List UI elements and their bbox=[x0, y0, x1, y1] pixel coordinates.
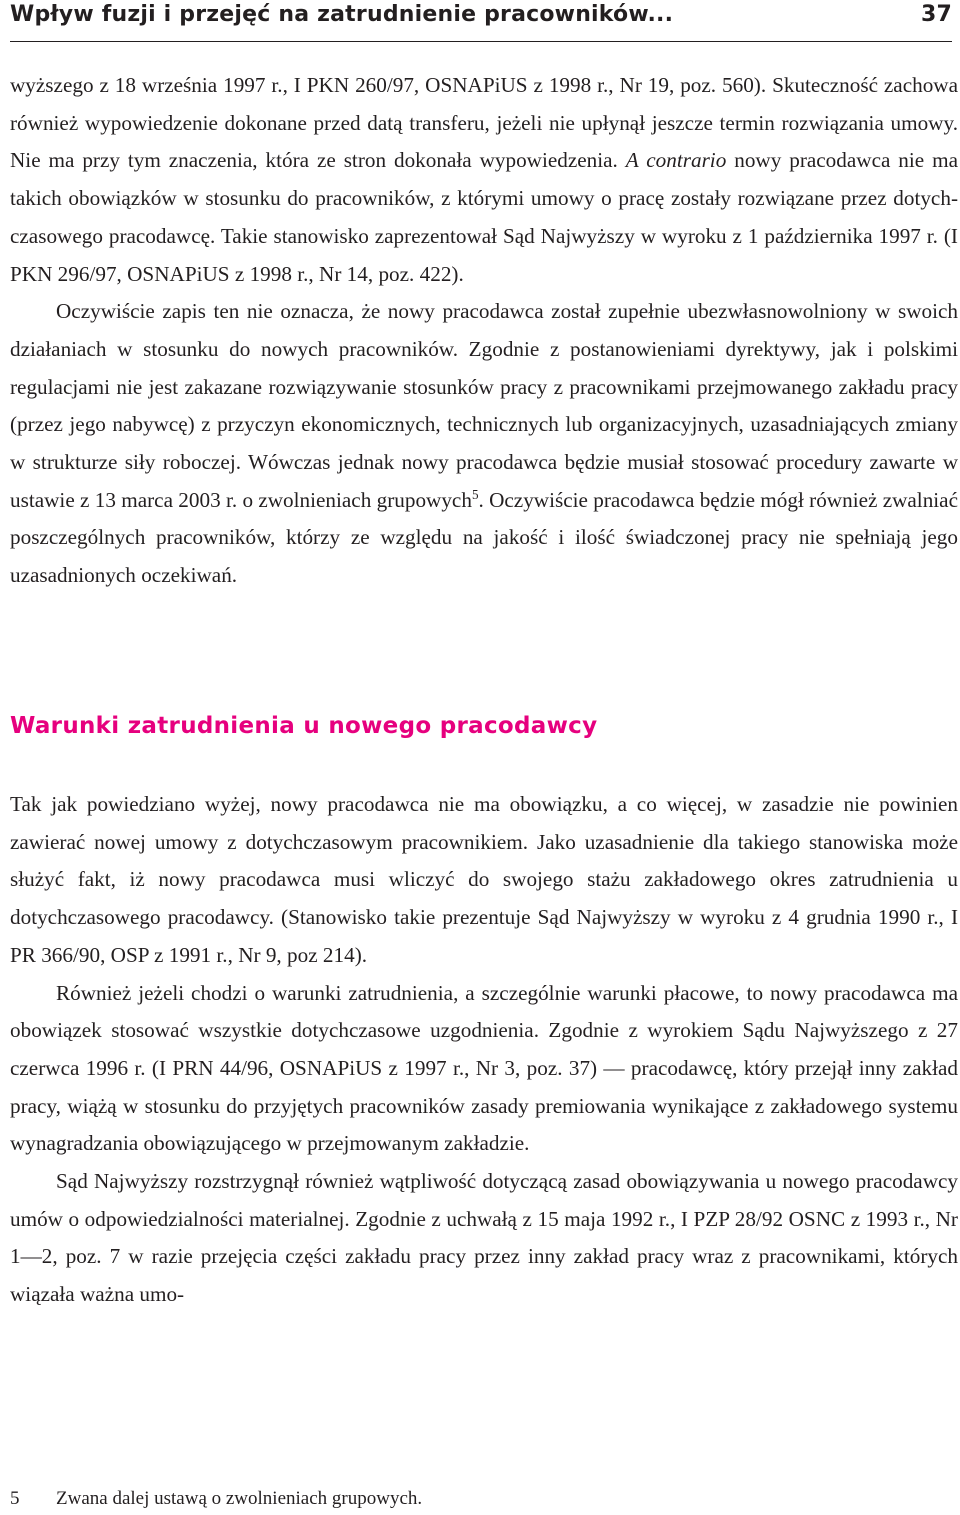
paragraph-text: wyższego z 18 września 1997 r., I PKN 260/97, OSNAPiUS z 1998 r., Nr 19, poz. 560). Skuteczność zachowa również wypowiedzenie dokonane przed datą transferu, jeżeli nie upłynął jeszcze termin rozwiązania umowy. Nie ma przy tym znaczenia, która ze stron dokonała wypowiedzenia. bbox=[10, 73, 958, 173]
latin-phrase: A contrario bbox=[625, 148, 727, 173]
paragraph bbox=[10, 293, 958, 595]
body-text-block-1 bbox=[10, 67, 958, 595]
paragraph-text: . Oczywiście pracodawca będzie mógł również zwalniać poszczególnych pracowników, którzy ze względu na jakość i ilość świadczonej pracy nie spełniają jego uzasadnionych oczekiwań. bbox=[10, 487, 958, 588]
running-head bbox=[10, 2, 952, 36]
paragraph-text: nowy pracodawca nie ma takich obowiązków w stosunku do pracowników, z którymi umowy o pracę zostały rozwiązane przez dotychczasowego pracodawcę. Takie stanowisko zaprezentował Sąd Najwyższy w wyroku z 1 października 1997 r. (I PKN 296/97, OSNAPiUS z 1998 r., Nr 14, poz. 422). bbox=[10, 148, 959, 286]
running-head-title: Wpływ fuzji i przejęć na zatrudnienie pracowników... bbox=[10, 2, 674, 27]
paragraph-continued bbox=[10, 67, 958, 293]
paragraph-text: Oczywiście zapis ten nie oznacza, że nowy pracodawca został zupełnie ubezwłasnowolniony w swoich działaniach w stosunku do nowych pracowników. Zgodnie z postanowieniami dyrektywy, jak i polskimi regulacjami nie jest zakazane rozwiązywanie stosunków pracy z pracownikami przejmowanego zakładu pracy (przez jego nabywcę) z przyczyn ekonomicznych, technicznych lub organizacyjnych, uzasadniających zmiany w strukturze siły roboczej. Wówczas jednak nowy pracodawca będzie musiał stosować procedury zawarte w ustawie z 13 marca 2003 r. o zwolnieniach grupowych bbox=[10, 299, 958, 512]
footnote-number: 5 bbox=[10, 1488, 20, 1509]
paragraph: Sąd Najwyższy rozstrzygnął również wątpliwość dotyczącą zasad obowiązywania u nowego pracodawcy umów o odpowiedzialności materialnej. Zgodnie z uchwałą z 15 maja 1992 r., I PZP 28/92 OSNC z 1993 r., Nr 1—2, poz. 7 w razie przejęcia części zakładu pracy przez inny zakład pracy wraz z pracownikami, których wiązała ważna umo- bbox=[10, 1169, 958, 1307]
footnote bbox=[10, 1484, 950, 1514]
footnote-reference: 5 bbox=[471, 486, 479, 502]
header-rule bbox=[10, 41, 952, 42]
paragraph: Tak jak powiedziano wyżej, nowy pracodawca nie ma obowiązku, a co więcej, w zasadzie nie powinien zawierać nowej umowy z dotychczasowym pracownikiem. Jako uzasadnienie dla takiego stanowiska może służyć fakt, iż nowy pracodawca musi wliczyć do swojego stażu zakładowego okres zatrudnienia u dotychczasowego pracodawcy. (Stanowisko takie prezentuje Sąd Najwyższy w wyroku z 4 grudnia 1990 r., I PR 366/90, OSP z 1991 r., Nr 9, poz 214). bbox=[10, 792, 958, 967]
footnote-text: Zwana dalej ustawą o zwolnieniach grupowych. bbox=[56, 1488, 423, 1509]
paragraph: Również jeżeli chodzi o warunki zatrudnienia, a szczególnie warunki płacowe, to nowy pracodawca ma obowiązek stosować wszystkie dotychczasowe uzgodnienia. Zgodnie z wyrokiem Sądu Najwyższego z 27 czerwca 1996 r. (I PRN 44/96, OSNAPiUS z 1997 r., Nr 3, poz. 37) — pracodawcę, który przejął inny zakład pracy, wiążą w stosunku do przyjętych pracowników zasady premiowania wynikające z zakładowego systemu wynagradzania obowiązującego w przejmowanym zakładzie. bbox=[10, 980, 958, 1156]
section-heading: Warunki zatrudnienia u nowego pracodawcy bbox=[10, 713, 598, 739]
body-text-block-2 bbox=[10, 786, 958, 1314]
page-number: 37 bbox=[920, 2, 952, 27]
